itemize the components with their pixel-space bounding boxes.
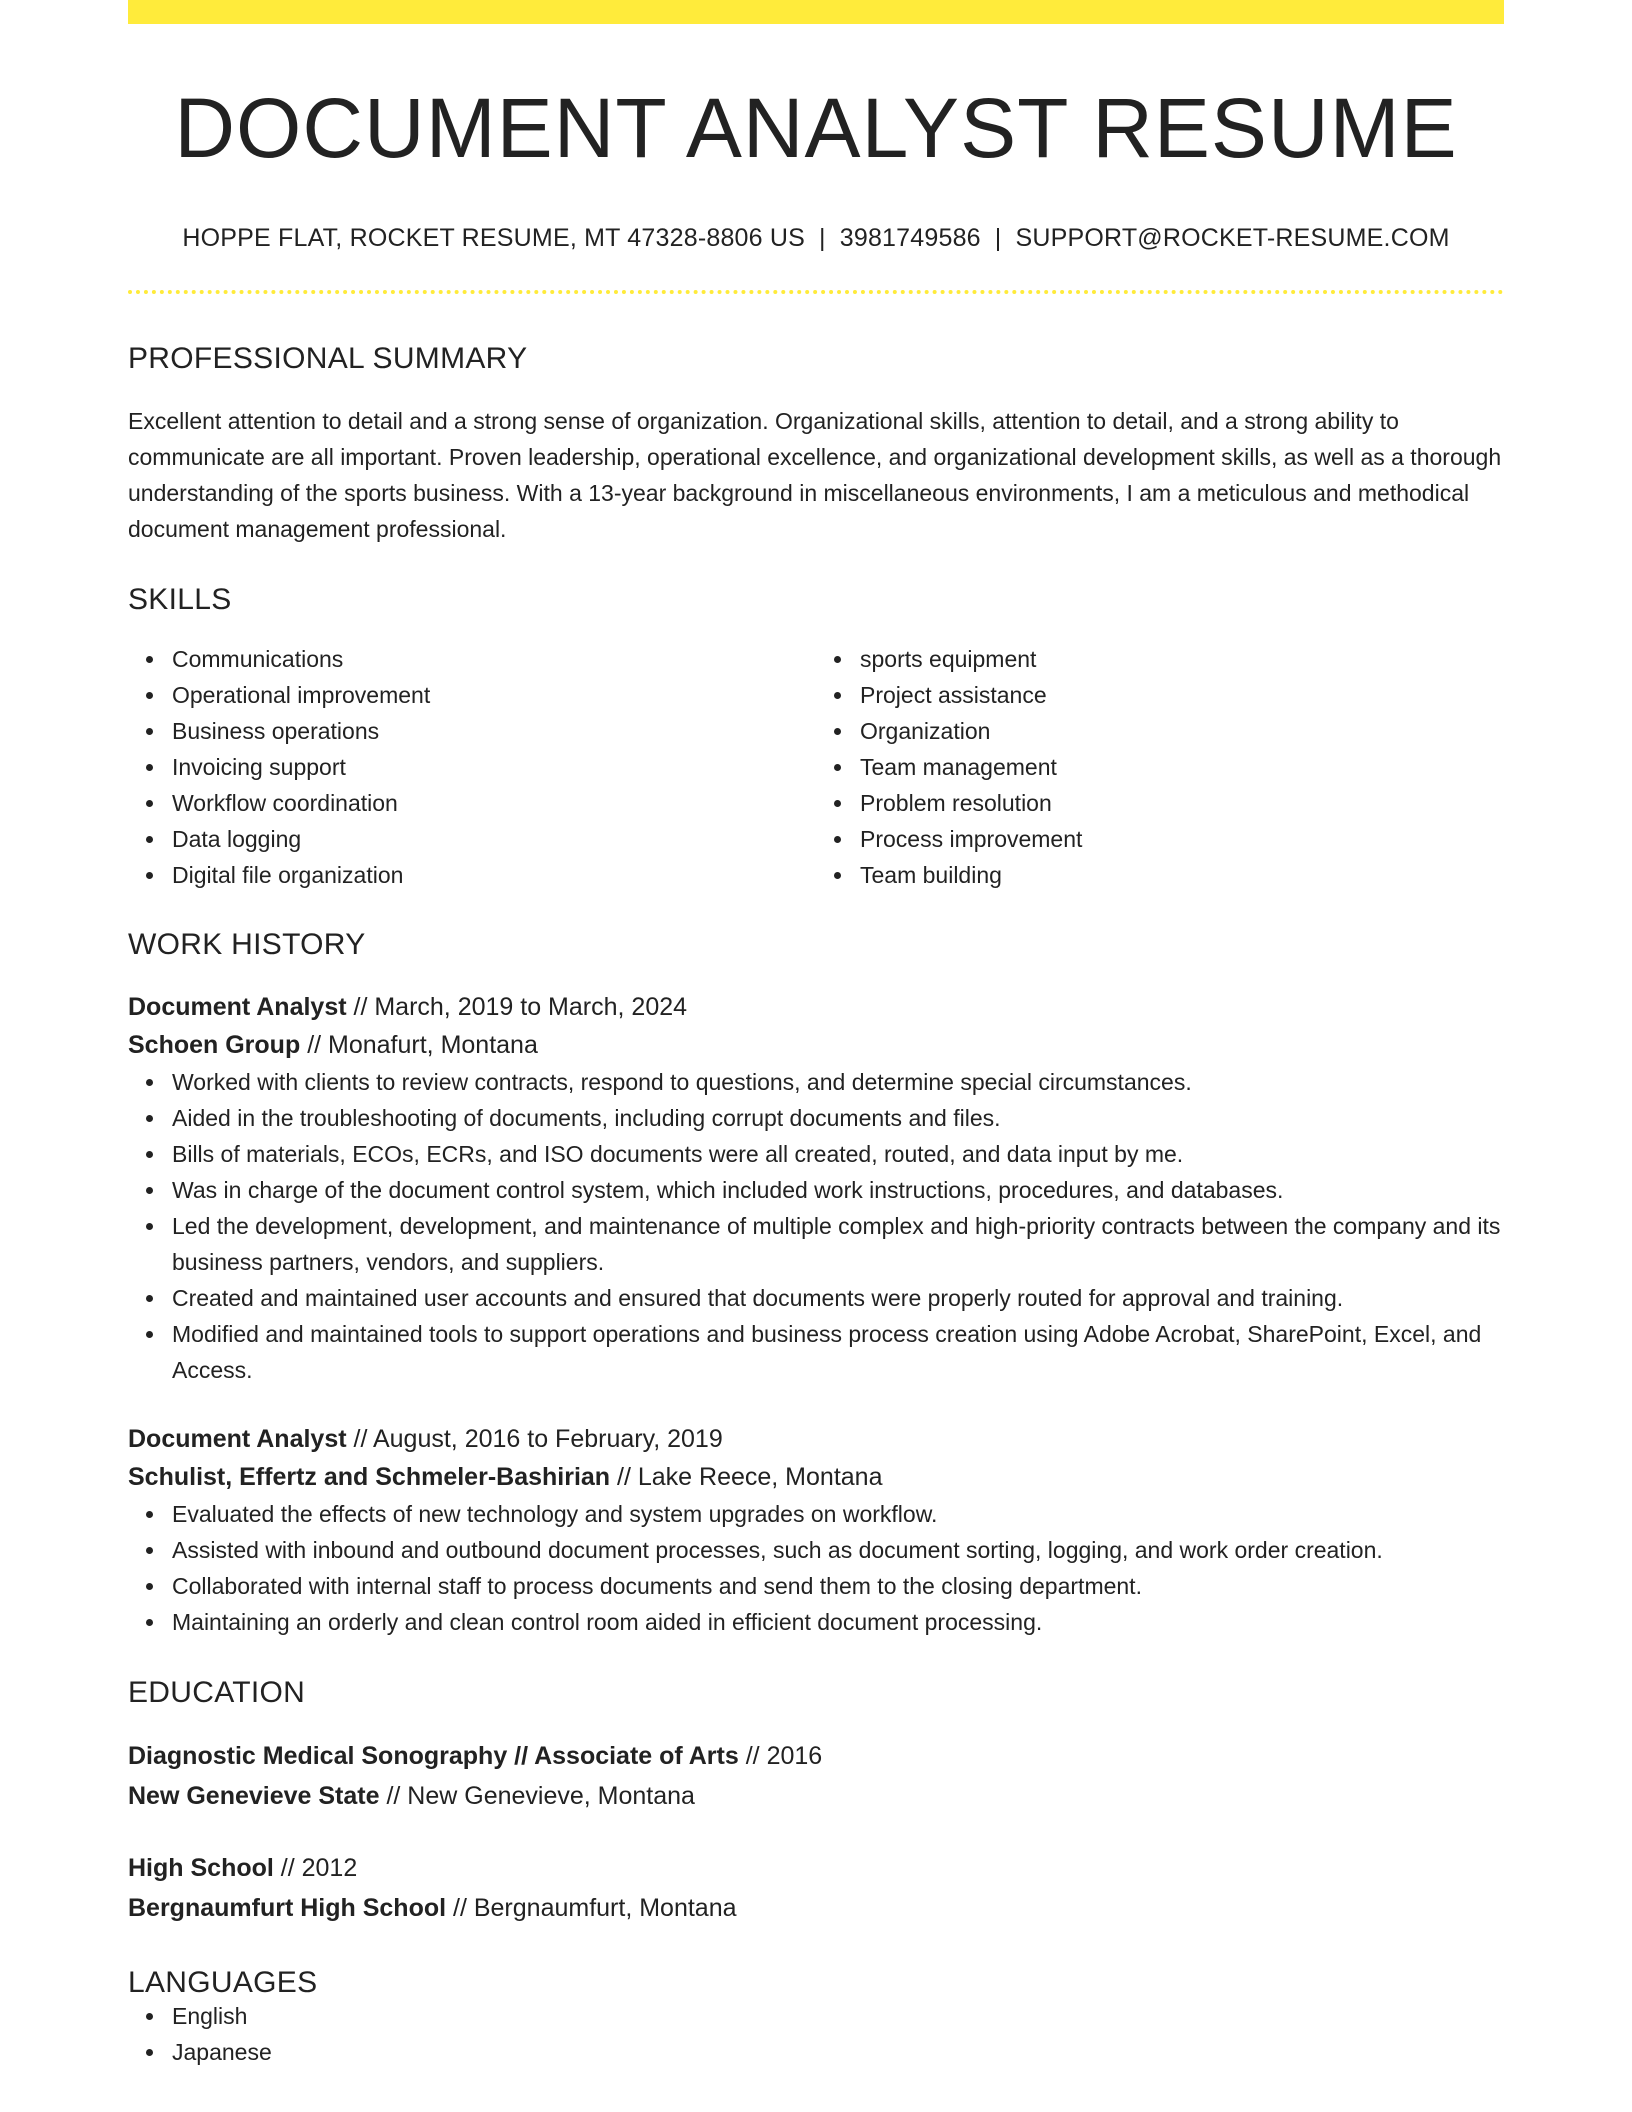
education-entry (128, 1848, 1504, 1928)
top-accent-bar (128, 0, 1504, 24)
skill-item: Team management (860, 749, 1504, 785)
education-school: Bergnaumfurt High School (128, 1894, 447, 1922)
resume-page (128, 0, 1504, 2070)
contact-email: SUPPORT@ROCKET-RESUME.COM (1015, 224, 1450, 252)
job-entry (128, 1420, 1504, 1640)
education-location: // Bergnaumfurt, Montana (453, 1894, 737, 1922)
skill-item: Invoicing support (172, 749, 816, 785)
job-location: // Lake Reece, Montana (617, 1463, 883, 1491)
skill-item: Problem resolution (860, 785, 1504, 821)
education-degree: High School (128, 1854, 274, 1882)
education-school-line (128, 1776, 1504, 1816)
job-bullet: Maintaining an orderly and clean control room aided in efficient document processing. (172, 1604, 1504, 1640)
languages-list (128, 1998, 1504, 2070)
skills-list-right (816, 641, 1504, 893)
language-item: Japanese (172, 2034, 1504, 2070)
skill-item: Process improvement (860, 821, 1504, 857)
work-history-heading: WORK HISTORY (128, 928, 366, 961)
education-school: New Genevieve State (128, 1782, 380, 1810)
skill-item: Business operations (172, 713, 816, 749)
education-entry (128, 1736, 1504, 1816)
skill-item: Communications (172, 641, 816, 677)
job-title-line (128, 988, 1504, 1026)
job-title-line (128, 1420, 1504, 1458)
education-degree-line (128, 1736, 1504, 1776)
summary-text: Excellent attention to detail and a strong sense of organization. Organizational skills, attention to detail, and a strong ability to communicate are all important. Proven leadership, operational excellence, and organizational development skills, as well as a thorough understanding of the sports business. With a 13-year background in miscellaneous environments, I am a meticulous and methodical document management professional. (128, 408, 1502, 542)
languages-heading: LANGUAGES (128, 1966, 318, 1999)
contact-line (128, 226, 1504, 251)
job-company-line (128, 1458, 1504, 1496)
education-degree-line (128, 1848, 1504, 1888)
job-bullet-list (128, 1064, 1504, 1388)
skill-item: Organization (860, 713, 1504, 749)
job-bullet: Modified and maintained tools to support operations and business process creation using Adobe Acrobat, SharePoint, Excel, and Access. (172, 1316, 1504, 1388)
job-bullet: Evaluated the effects of new technology and system upgrades on workflow. (172, 1496, 1504, 1532)
skill-item: Digital file organization (172, 857, 816, 893)
job-bullet: Collaborated with internal staff to process documents and send them to the closing department. (172, 1568, 1504, 1604)
summary-heading: PROFESSIONAL SUMMARY (128, 342, 528, 375)
skill-item: Data logging (172, 821, 816, 857)
contact-phone: 3981749586 (839, 224, 981, 252)
resume-title: DOCUMENT ANALYST RESUME (174, 81, 1458, 175)
job-bullet: Assisted with inbound and outbound document processes, such as document sorting, logging, and work order creation. (172, 1532, 1504, 1568)
skill-item: Workflow coordination (172, 785, 816, 821)
education-heading: EDUCATION (128, 1676, 306, 1709)
job-bullet: Worked with clients to review contracts, respond to questions, and determine special circumstances. (172, 1064, 1504, 1100)
job-bullet: Aided in the troubleshooting of documents, including corrupt documents and files. (172, 1100, 1504, 1136)
dotted-divider (128, 290, 1504, 294)
job-bullet: Was in charge of the document control system, which included work instructions, procedures, and databases. (172, 1172, 1504, 1208)
contact-separator: | (819, 224, 826, 252)
skill-item: Project assistance (860, 677, 1504, 713)
skill-item: sports equipment (860, 641, 1504, 677)
skills-heading: SKILLS (128, 583, 232, 616)
job-bullet-list (128, 1496, 1504, 1640)
skill-item: Team building (860, 857, 1504, 893)
job-company: Schoen Group (128, 1031, 301, 1059)
job-company: Schulist, Effertz and Schmeler-Bashirian (128, 1463, 611, 1491)
language-item: English (172, 1998, 1504, 2034)
education-school-line (128, 1888, 1504, 1928)
skill-item: Operational improvement (172, 677, 816, 713)
contact-address: HOPPE FLAT, ROCKET RESUME, MT 47328-8806 US (182, 224, 806, 252)
job-bullet: Led the development, development, and maintenance of multiple complex and high-priority contracts between the company and its business partners, vendors, and suppliers. (172, 1208, 1504, 1280)
skills-list-left (128, 641, 816, 893)
job-title: Document Analyst (128, 993, 347, 1021)
job-bullet: Created and maintained user accounts and ensured that documents were properly routed for approval and training. (172, 1280, 1504, 1316)
skills-grid (128, 641, 1504, 893)
education-degree: Diagnostic Medical Sonography // Associate of Arts (128, 1742, 739, 1770)
job-location: // Monafurt, Montana (307, 1031, 538, 1059)
job-title: Document Analyst (128, 1425, 347, 1453)
education-location: // New Genevieve, Montana (386, 1782, 695, 1810)
job-dates: // March, 2019 to March, 2024 (353, 993, 688, 1021)
education-year: // 2016 (745, 1742, 823, 1770)
job-entry (128, 988, 1504, 1388)
job-company-line (128, 1026, 1504, 1064)
education-year: // 2012 (280, 1854, 358, 1882)
contact-separator: | (994, 224, 1002, 252)
job-bullet: Bills of materials, ECOs, ECRs, and ISO documents were all created, routed, and data input by me. (172, 1136, 1504, 1172)
job-dates: // August, 2016 to February, 2019 (353, 1425, 723, 1453)
